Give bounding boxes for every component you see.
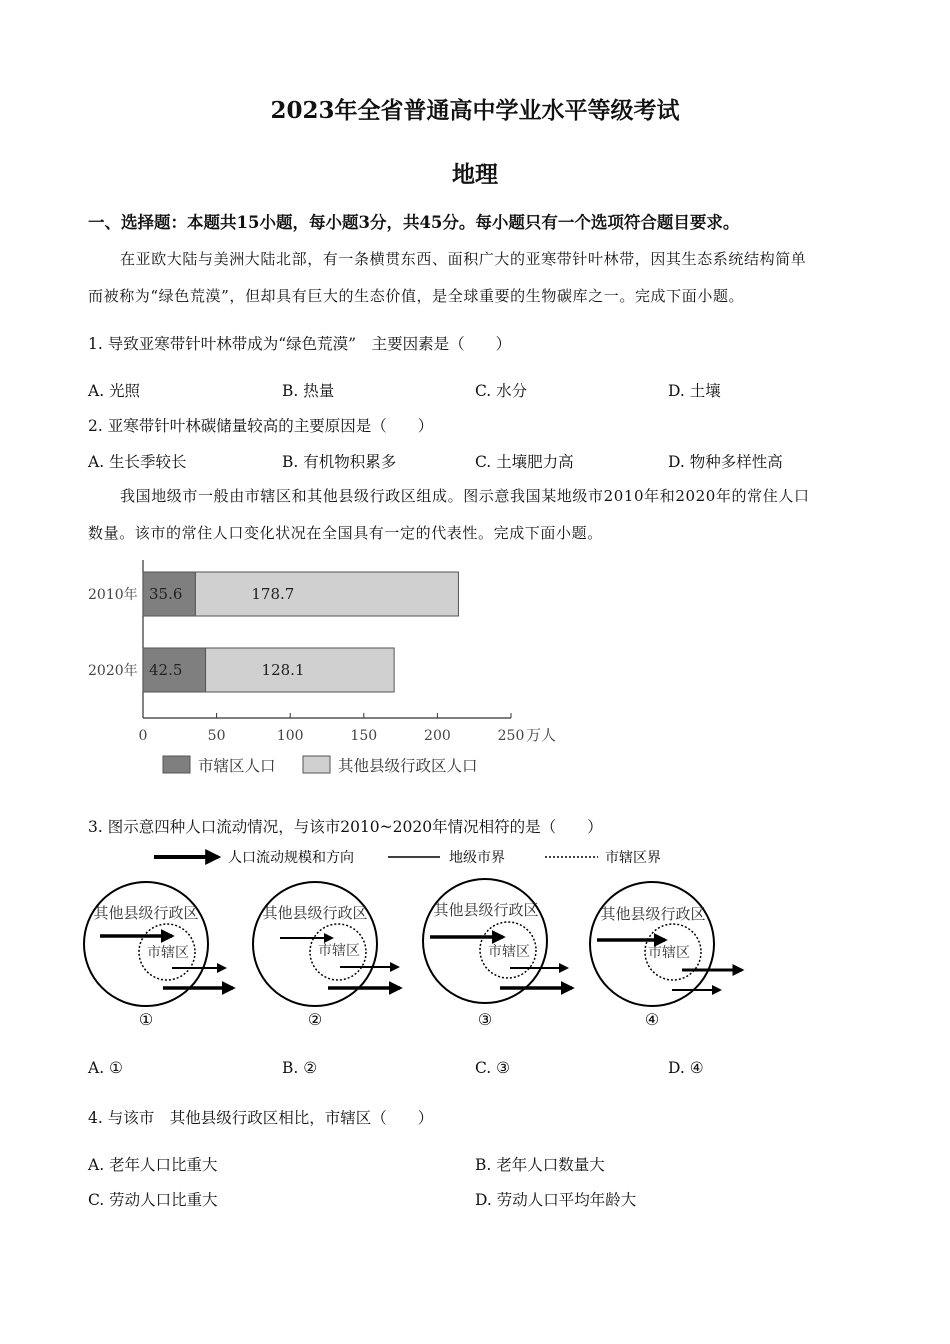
inner-label: 市辖区 — [648, 945, 690, 961]
x-unit-label: 万人 — [526, 726, 557, 744]
q4-option-c[interactable]: C. 劳动人口比重大 — [88, 1191, 218, 1209]
exam-title: 2023年全省普通高中学业水平等级考试 — [270, 97, 680, 124]
inner-label: 市辖区 — [147, 945, 189, 961]
question-4-stem: 4. 与该市 其他县级行政区相比，市辖区（ ） — [88, 1109, 434, 1127]
x-tick-label: 250 — [497, 728, 525, 744]
legend-boundary-label: 地级市界 — [449, 850, 505, 866]
city-boundary-circle — [423, 879, 547, 1003]
category-label: 2020年 — [88, 663, 138, 679]
legend-label: 其他县级行政区人口 — [338, 757, 478, 775]
q2-option-d[interactable]: D. 物种多样性高 — [668, 453, 783, 471]
passage1-line1: 在亚欧大陆与美洲大陆北部，有一条横贯东西、面积广大的亚寒带针叶林带，因其生态系统结构简单 — [120, 250, 807, 268]
q3-option-a[interactable]: A. ① — [88, 1059, 123, 1077]
subject-title: 地理 — [452, 161, 498, 188]
diagram-number: ① — [138, 1010, 154, 1029]
diagram-4 — [590, 882, 742, 1029]
question-2-stem: 2. 亚寒带针叶林碳储量较高的主要原因是（ ） — [88, 417, 434, 435]
q1-option-b[interactable]: B. 热量 — [282, 382, 335, 400]
legend-flow-label: 人口流动规模和方向 — [228, 850, 354, 866]
x-tick-label: 50 — [207, 728, 226, 744]
inner-label: 市辖区 — [488, 944, 530, 960]
outer-label: 其他县级行政区 — [433, 901, 539, 919]
diagram-number: ③ — [477, 1010, 493, 1029]
outer-label: 其他县级行政区 — [93, 904, 199, 922]
diagram-3 — [423, 879, 572, 1029]
question-3-stem: 3. 图示意四种人口流动情况，与该市2010~2020年情况相符的是（ ） — [88, 818, 603, 836]
q4-option-d[interactable]: D. 劳动人口平均年龄大 — [475, 1191, 637, 1209]
q4-option-a[interactable]: A. 老年人口比重大 — [88, 1156, 218, 1174]
q3-option-b[interactable]: B. ② — [282, 1059, 318, 1077]
diagram-number: ④ — [644, 1010, 660, 1029]
x-tick-label: 0 — [138, 728, 148, 744]
section-heading: 一、选择题：本题共15小题，每小题3分，共45分。每小题只有一个选项符合题目要求。 — [88, 213, 740, 232]
data-label: 128.1 — [261, 661, 305, 679]
x-tick-label: 200 — [424, 728, 451, 744]
q4-option-b[interactable]: B. 老年人口数量大 — [475, 1156, 605, 1174]
q2-option-a[interactable]: A. 生长季较长 — [88, 453, 187, 471]
x-tick-label: 100 — [276, 728, 304, 744]
question-1-stem: 1. 导致亚寒带针叶林带成为“绿色荒漠” 主要因素是（ ） — [88, 335, 512, 353]
q1-option-a[interactable]: A. 光照 — [88, 382, 141, 400]
diagram-2 — [253, 882, 400, 1029]
diagram-number: ② — [307, 1010, 323, 1029]
diagram-legend — [154, 849, 661, 866]
legend-label: 市辖区人口 — [198, 757, 276, 775]
data-label: 178.7 — [251, 585, 295, 603]
passage2-line2: 数量。该市的常住人口变化状况在全国具有一定的代表性。完成下面小题。 — [88, 524, 603, 542]
city-boundary-circle — [590, 882, 714, 1006]
passage2-line1: 我国地级市一般由市辖区和其他县级行政区组成。图示意我国某地级市2010年和2020年的常住人口 — [120, 487, 810, 505]
q2-option-c[interactable]: C. 土壤肥力高 — [475, 453, 574, 471]
data-label: 42.5 — [149, 661, 183, 679]
passage1-line2: 而被称为“绿色荒漠”，但却具有巨大的生态价值，是全球重要的生物碳库之一。完成下面小题。 — [88, 287, 745, 305]
inner-label: 市辖区 — [318, 943, 360, 959]
outer-label: 其他县级行政区 — [600, 905, 706, 923]
q2-option-b[interactable]: B. 有机物积累多 — [282, 453, 397, 471]
q1-option-c[interactable]: C. 水分 — [475, 382, 528, 400]
data-label: 35.6 — [149, 585, 183, 603]
legend-district-label: 市辖区界 — [605, 850, 661, 866]
q1-option-d[interactable]: D. 土壤 — [668, 382, 721, 400]
q3-option-c[interactable]: C. ③ — [475, 1059, 511, 1077]
x-tick-label: 150 — [350, 728, 378, 744]
q3-option-d[interactable]: D. ④ — [668, 1059, 704, 1077]
outer-label: 其他县级行政区 — [262, 904, 368, 922]
category-label: 2010年 — [88, 587, 138, 603]
diagram-1 — [84, 882, 233, 1029]
